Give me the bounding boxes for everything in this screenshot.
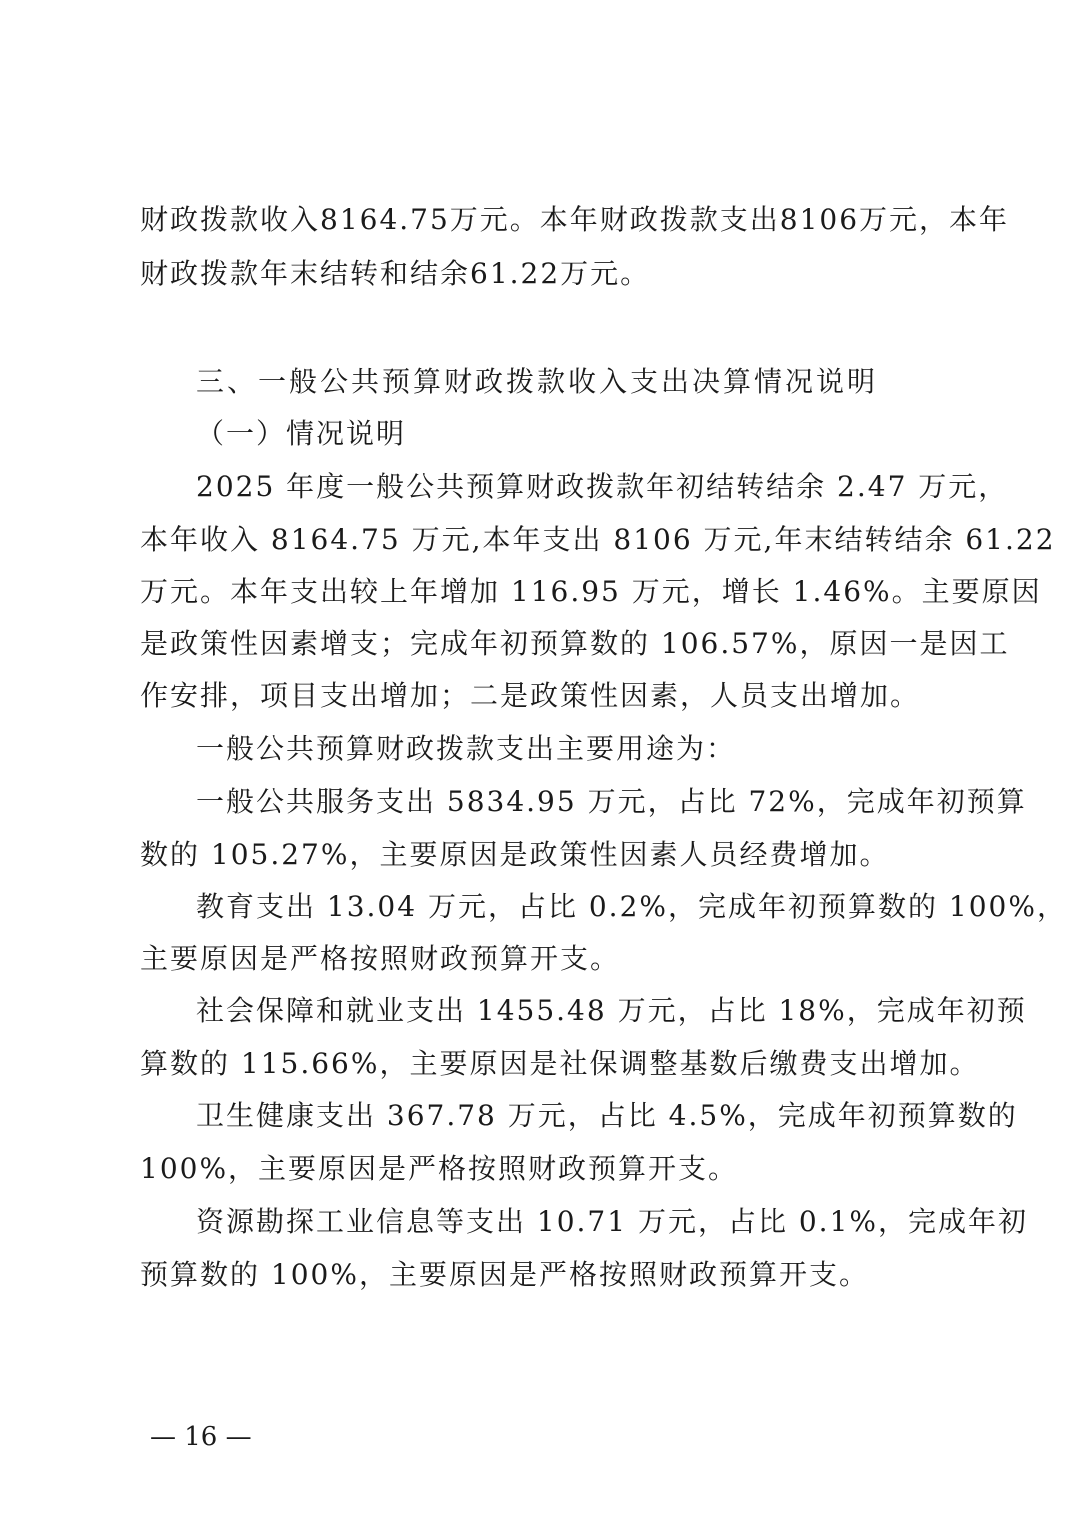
subsection-heading: （一）情况说明 xyxy=(196,417,407,450)
body-line: 本年收入 8164.75 万元,本年支出 8106 万元,年末结转结余 61.22 xyxy=(140,523,1056,556)
body-line: 算数的 115.66%，主要原因是社保调整基数后缴费支出增加。 xyxy=(140,1047,980,1080)
section-heading: 三、一般公共预算财政拨款收入支出决算情况说明 xyxy=(196,365,879,398)
body-line: 教育支出 13.04 万元，占比 0.2%，完成年初预算数的 100%， xyxy=(196,890,1067,923)
body-line: 万元。本年支出较上年增加 116.95 万元，增长 1.46%。主要原因 xyxy=(140,575,1042,608)
body-line: 资源勘探工业信息等支出 10.71 万元，占比 0.1%，完成年初 xyxy=(196,1205,1028,1238)
body-line: 社会保障和就业支出 1455.48 万元，占比 18%，完成年初预 xyxy=(196,994,1027,1027)
body-line: 财政拨款年末结转和结余61.22万元。 xyxy=(140,257,651,290)
body-line: 预算数的 100%，主要原因是严格按照财政预算开支。 xyxy=(140,1258,869,1291)
body-line: 100%，主要原因是严格按照财政预算开支。 xyxy=(140,1152,739,1185)
body-line: 一般公共预算财政拨款支出主要用途为： xyxy=(196,732,737,765)
body-line: 主要原因是严格按照财政预算开支。 xyxy=(140,942,621,975)
body-line: 2025 年度一般公共预算财政拨款年初结转结余 2.47 万元， xyxy=(196,470,1009,503)
body-line: 作安排，项目支出增加；二是政策性因素，人员支出增加。 xyxy=(140,679,921,712)
page-number: — 16 — xyxy=(150,1422,252,1452)
body-line: 是政策性因素增支；完成年初预算数的 106.57%，原因一是因工 xyxy=(140,627,1010,660)
body-line: 财政拨款收入8164.75万元。本年财政拨款支出8106万元，本年 xyxy=(140,203,1010,236)
body-line: 卫生健康支出 367.78 万元，占比 4.5%，完成年初预算数的 xyxy=(196,1099,1018,1132)
body-line: 数的 105.27%，主要原因是政策性因素人员经费增加。 xyxy=(140,838,890,871)
body-line: 一般公共服务支出 5834.95 万元，占比 72%，完成年初预算 xyxy=(196,785,1027,818)
